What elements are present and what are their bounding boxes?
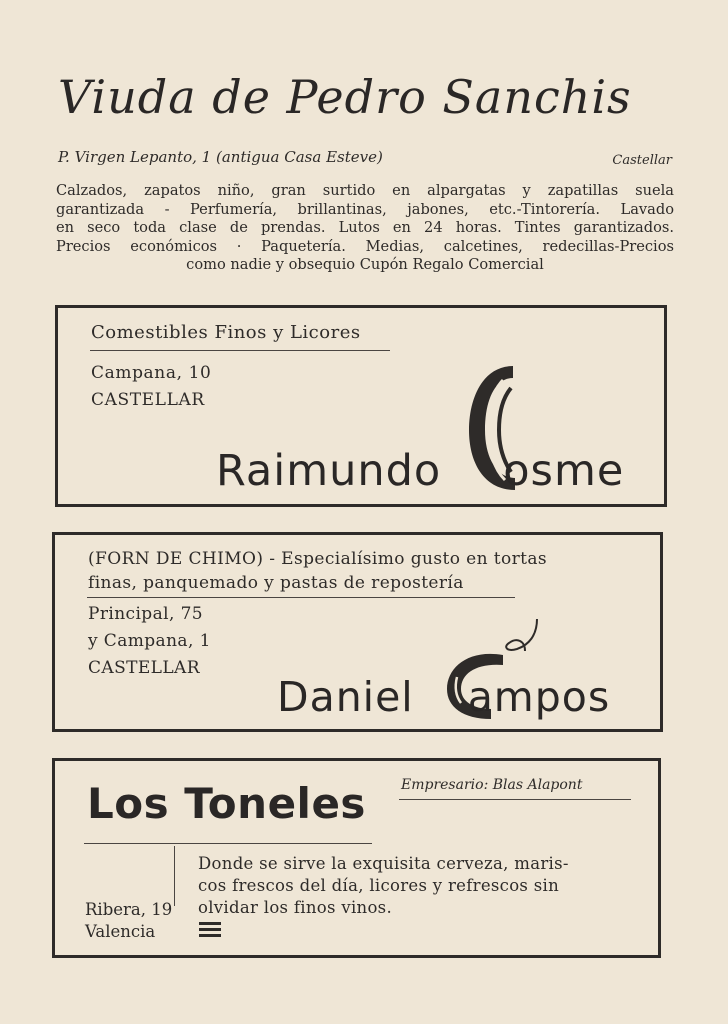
- ad-raimundo-cosme: [55, 305, 667, 507]
- ad3-description-line: olvidar los finos vinos.: [198, 898, 392, 917]
- header-description: [56, 182, 674, 275]
- header-title: Viuda de Pedro Sanchis: [58, 70, 632, 124]
- ad1-address-line: CASTELLAR: [91, 390, 205, 410]
- ad3-ornament-icon: [199, 921, 221, 939]
- ad3-description-line: cos frescos del día, licores y refrescos sin: [198, 876, 560, 895]
- ad-los-toneles: [52, 758, 661, 958]
- ad2-address-line: Principal, 75: [88, 604, 204, 624]
- ad3-address-line: Ribera, 19: [85, 900, 173, 919]
- ad2-description-line: finas, panquemado y pastas de repostería: [88, 573, 464, 593]
- ad3-empresario: Empresario: Blas Alapont: [401, 777, 583, 793]
- ad1-address-line: Campana, 10: [91, 363, 212, 383]
- header-description-line: como nadie y obsequio Cupón Regalo Comercial: [186, 256, 544, 274]
- ad2-brand-rest: ampos: [467, 673, 611, 721]
- ad1-brand-rest: osme: [503, 446, 625, 496]
- ad-daniel-campos: [52, 532, 663, 732]
- ad2-brand-name: [277, 673, 610, 721]
- ad1-brand-name: [216, 446, 624, 496]
- ad1-subtitle: Comestibles Finos y Licores: [91, 322, 361, 343]
- ad3-address: [85, 899, 172, 943]
- ad2-address: [88, 601, 211, 682]
- ad2-divider: [87, 597, 515, 598]
- ad2-description: [88, 547, 638, 595]
- header-description-line: Calzados, zapatos niño, gran surtido en alpargatas y zapatillas suela: [56, 182, 674, 199]
- ad2-address-line: y Campana, 1: [88, 631, 211, 651]
- ad1-divider: [90, 350, 390, 351]
- ad3-description: [198, 853, 634, 919]
- ad3-description-line: Donde se sirve la exquisita cerveza, maris-: [198, 854, 569, 873]
- header-description-line: en seco toda clase de prendas. Lutos en 24 horas. Tintes garantizados.: [56, 219, 674, 237]
- ad3-brand-name: Los Toneles: [87, 779, 366, 828]
- ad3-empresario-underline: [399, 799, 631, 800]
- ad3-address-line: Valencia: [85, 922, 156, 941]
- header-description-line: Precios económicos · Paquetería. Medias, calcetines, redecillas-Precios: [56, 237, 674, 255]
- ad2-address-line: CASTELLAR: [88, 658, 200, 678]
- ad2-description-line: (FORN DE CHIMO) - Especialísimo gusto en tortas: [88, 549, 548, 569]
- ad1-address: [91, 360, 211, 414]
- ad3-vertical-divider: [174, 846, 175, 906]
- header-address: P. Virgen Lepanto, 1 (antigua Casa Esteve): [58, 148, 383, 166]
- ad1-brand-first: Raimundo: [216, 446, 442, 496]
- ad3-divider: [84, 843, 372, 844]
- header-city: Castellar: [612, 153, 672, 168]
- ad2-brand-first: Daniel: [277, 673, 414, 721]
- header-description-line: garantizada - Perfumería, brillantinas, jabones, etc.-Tintorería. Lavado: [56, 200, 674, 218]
